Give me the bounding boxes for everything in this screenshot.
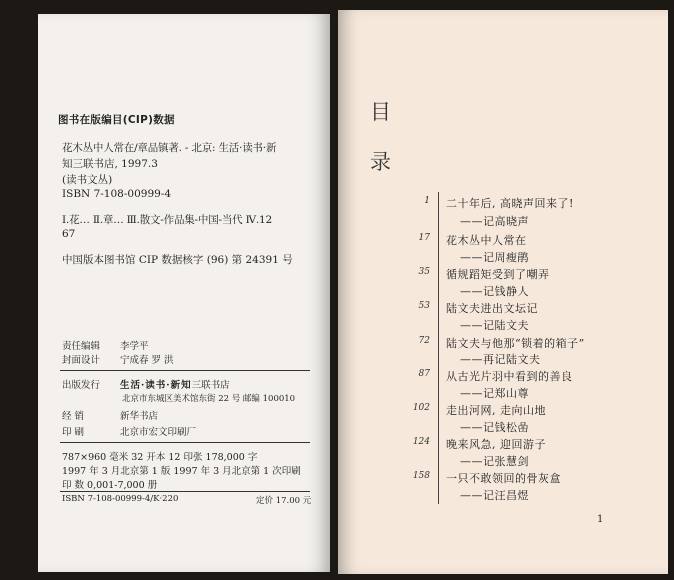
- credit-value: 李学平: [120, 341, 149, 352]
- isbn-bottom: ISBN 7-108-00999-4/K·220: [62, 494, 179, 504]
- toc-page-number: 17: [418, 233, 430, 243]
- toc-entry-title: 从古光片羽中看到的善良: [446, 370, 573, 383]
- toc-entry-title: 二十年后, 高晓声回来了!: [446, 197, 574, 210]
- spec-line: 1997 年 3 月北京第 1 版 1997 年 3 月北京第 1 次印刷: [62, 466, 301, 477]
- toc-page-number: 102: [412, 403, 430, 413]
- contents-heading: 目: [370, 100, 391, 124]
- toc-page-number: 35: [418, 267, 430, 277]
- contents-heading: 录: [370, 150, 391, 174]
- credit-distributor: [62, 408, 158, 422]
- toc-entry-title: 一只不敢领回的骨灰盒: [446, 472, 561, 485]
- toc-page-number: 72: [418, 336, 430, 346]
- credit-value: 新华书店: [120, 411, 159, 422]
- toc-page-number: 158: [412, 471, 430, 481]
- credit-value: 北京市宏文印刷厂: [120, 427, 197, 438]
- toc-page-number: 124: [412, 437, 430, 447]
- contents-vertical-rule: [438, 192, 439, 504]
- divider: [60, 442, 310, 443]
- toc-entry-subtitle: ——记陆文夫: [460, 319, 529, 332]
- publisher-logo-text: 生活·读书·新知: [120, 380, 192, 391]
- credit-label: 经 销: [62, 411, 85, 422]
- publisher-address: 北京市东城区美术馆东街 22 号 邮编 100010: [122, 394, 296, 404]
- toc-entry-title: 花木丛中人常在: [446, 234, 527, 247]
- toc-page-number: 87: [418, 369, 430, 379]
- toc-entry-subtitle: ——记张慧剑: [460, 455, 529, 468]
- toc-page-number: 1: [424, 196, 430, 206]
- toc-page-number: 53: [418, 301, 430, 311]
- toc-entry-title: 陆文夫进出文坛记: [446, 302, 538, 315]
- credit-label: 责任编辑: [62, 341, 101, 352]
- toc-entry-title: 晚来风急, 迎回游子: [446, 438, 546, 451]
- credit-label: 封面设计: [62, 355, 101, 366]
- toc-entry-subtitle: ——记高晓声: [460, 215, 529, 228]
- toc-entry-subtitle: ——记汪昌煜: [460, 489, 529, 502]
- toc-entry-title: 走出河网, 走向山地: [446, 404, 546, 417]
- price: 定价 17.00 元: [256, 496, 312, 506]
- toc-entry-title: 陆文夫与他那“锁着的箱子”: [446, 337, 585, 350]
- cip-line: 知三联书店, 1997.3: [62, 158, 158, 170]
- cip-line: (读书文丛): [62, 174, 113, 186]
- credit-label: 出版发行: [62, 380, 101, 391]
- cip-title: 图书在版编目(CIP)数据: [58, 114, 175, 126]
- cip-line: 花木丛中人常在/章品镇著. - 北京: 生活·读书·新: [62, 142, 277, 154]
- credit-label: 印 刷: [62, 427, 85, 438]
- toc-entry-subtitle: ——记郑山尊: [460, 387, 529, 400]
- credit-value: 三联书店: [191, 380, 230, 391]
- toc-entry-subtitle: ——记钱松嵒: [460, 421, 529, 434]
- toc-entry-title: 循规蹈矩受到了嘲弄: [446, 268, 550, 281]
- page-folio: 1: [597, 514, 604, 525]
- credit-editor: [62, 338, 149, 352]
- cip-line: ISBN 7-108-00999-4: [62, 188, 172, 200]
- toc-entry-subtitle: ——再记陆文夫: [460, 353, 541, 366]
- toc-entry-subtitle: ——记周瘦鹃: [460, 251, 529, 264]
- divider: [60, 370, 310, 371]
- credit-cover: [62, 352, 174, 366]
- spec-line: 印 数 0,001-7,000 册: [62, 480, 158, 491]
- cip-record-number: 中国版本图书馆 CIP 数据核字 (96) 第 24391 号: [62, 254, 293, 266]
- cip-line: Ⅰ.花… Ⅱ.章… Ⅲ.散文-作品集-中国-当代 Ⅳ.12: [62, 214, 272, 226]
- credit-publisher: [62, 377, 230, 391]
- credit-printer: [62, 424, 196, 438]
- cip-line: 67: [62, 228, 76, 240]
- credit-value: 宁成春 罗 洪: [120, 355, 174, 366]
- toc-entry-subtitle: ——记钱静人: [460, 285, 529, 298]
- spec-line: 787×960 毫米 32 开本 12 印张 178,000 字: [62, 452, 258, 463]
- divider: [60, 491, 310, 492]
